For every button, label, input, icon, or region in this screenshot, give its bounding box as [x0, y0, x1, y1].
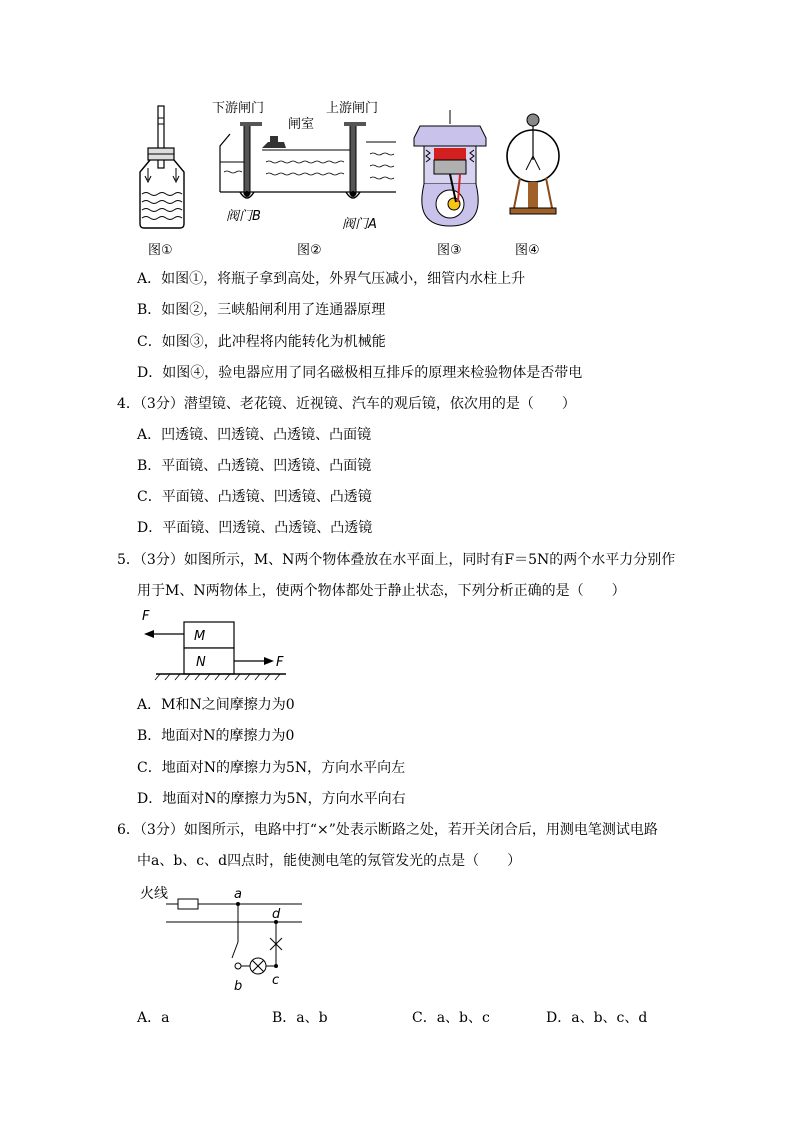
caption-figure-2: 图② — [297, 243, 322, 258]
figure-q6-circuit — [136, 880, 316, 998]
q3-option-a: A．如图①，将瓶子拿到高处，外界气压减小，细管内水柱上升 — [137, 271, 526, 287]
label-force-left: F — [142, 609, 150, 624]
q4-stem: 4．（3分）潜望镜、老花镜、近视镜、汽车的观后镜，依次用的是（ ） — [117, 396, 576, 412]
q5-option-c: C．地面对N的摩擦力为5N，方向水平向左 — [137, 760, 406, 776]
q6-option-c: C．a、b、c — [412, 1010, 490, 1026]
label-chamber: 闸室 — [288, 117, 315, 132]
label-point-b: b — [234, 979, 243, 994]
q4-option-c: C．平面镜、凸透镜、凹透镜、凸透镜 — [137, 489, 372, 505]
q3-option-c: C．如图③，此冲程将内能转化为机械能 — [137, 334, 386, 350]
q4-option-d: D．平面镜、凹透镜、凸透镜、凸透镜 — [137, 520, 373, 536]
q6-stem-line-2: 中a、b、c、d四点时，能使测电笔的氖管发光的点是（ ） — [137, 853, 522, 869]
label-point-d: d — [272, 907, 281, 922]
label-live-wire: 火线 — [140, 886, 168, 902]
label-block-n: N — [196, 655, 206, 670]
figure-2-ship-lock — [210, 96, 400, 236]
q3-option-b: B．如图②，三峡船闸利用了连通器原理 — [137, 302, 386, 318]
q5-stem-line-1: 5．（3分）如图所示，M、N两个物体叠放在水平面上，同时有F＝5N的两个水平力分别作 — [117, 552, 676, 568]
label-valve-b: 阀门B — [226, 209, 261, 224]
q6-option-d: D．a、b、c、d — [546, 1010, 648, 1026]
q5-option-a: A．M和N之间摩擦力为0 — [137, 697, 295, 713]
q4-option-b: B．平面镜、凸透镜、凹透镜、凸面镜 — [137, 458, 372, 474]
figure-4-electroscope — [500, 112, 566, 220]
figure-q5-blocks — [136, 604, 296, 684]
q6-option-a: A．a — [137, 1010, 170, 1026]
q3-option-d: D．如图④，验电器应用了同名磁极相互排斥的原理来检验物体是否带电 — [137, 365, 583, 381]
label-downstream-gate: 下游闸门 — [212, 101, 265, 116]
q6-option-b: B．a、b — [272, 1010, 328, 1026]
label-upstream-gate: 上游闸门 — [326, 101, 379, 116]
label-point-a: a — [234, 887, 242, 902]
q6-stem-line-1: 6．（3分）如图所示，电路中打“×”处表示断路之处，若开关闭合后，用测电笔测试电路 — [117, 822, 658, 838]
caption-figure-3: 图③ — [437, 243, 462, 258]
figure-1-bottle — [136, 104, 192, 232]
label-point-c: c — [272, 973, 280, 988]
q5-option-d: D．地面对N的摩擦力为5N，方向水平向右 — [137, 791, 406, 807]
q5-stem-line-2: 用于M、N两物体上，使两个物体都处于静止状态，下列分析正确的是（ ） — [137, 583, 626, 599]
label-block-m: M — [194, 629, 206, 644]
figure-3-engine — [410, 108, 490, 228]
q4-option-a: A．凹透镜、凹透镜、凸透镜、凸面镜 — [137, 427, 372, 443]
q5-option-b: B．地面对N的摩擦力为0 — [137, 728, 295, 744]
caption-figure-1: 图① — [148, 243, 173, 258]
label-force-right: F — [276, 655, 284, 670]
caption-figure-4: 图④ — [515, 243, 540, 258]
label-valve-a: 阀门A — [342, 217, 377, 232]
